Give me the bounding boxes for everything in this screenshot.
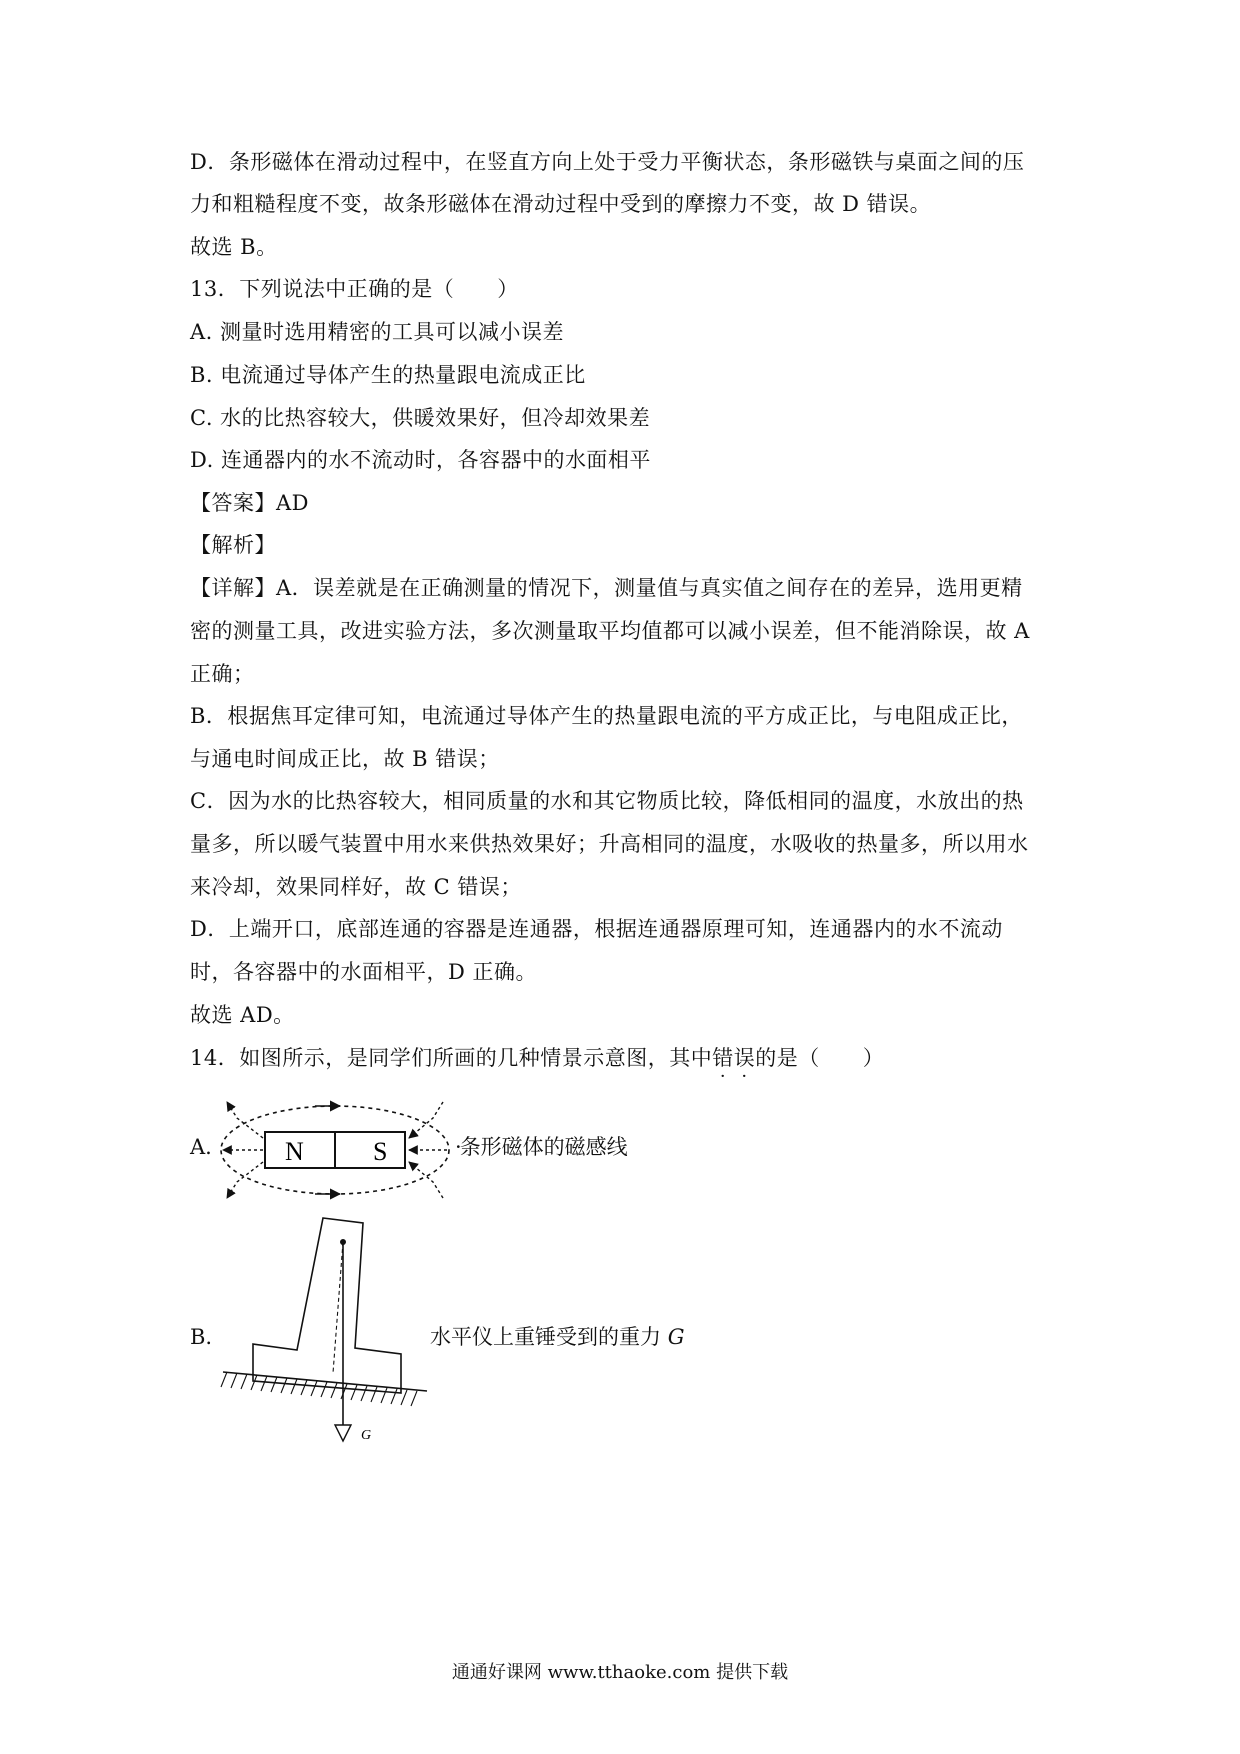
q12-option-d-line-2: 力和粗糙程度不变，故条形磁体在滑动过程中受到的摩擦力不变，故 D 错误。 (190, 192, 932, 216)
gravity-symbol: G (667, 1325, 685, 1349)
q14-stem-after: 的是（ ） (755, 1046, 885, 1070)
q14-stem-before: 14．如图所示，是同学们所画的几种情景示意图，其中 (190, 1046, 713, 1070)
q13-detail-line: 来冷却，效果同样好，故 C 错误； (190, 875, 522, 899)
q12-choose: 故选 B。 (190, 235, 278, 259)
q13-detail-line: 正确； (190, 662, 255, 686)
q13-detail-line: 量多，所以暖气装置中用水来供热效果好；升高相同的温度，水吸收的热量多，所以用水 (190, 832, 1029, 856)
q13-option-d: D. 连通器内的水不流动时，各容器中的水面相平 (190, 448, 651, 472)
pole-s-label: S (373, 1137, 388, 1166)
q13-detail-line: B．根据焦耳定律可知，电流通过导体产生的热量跟电流的平方成正比，与电阻成正比， (190, 704, 1023, 728)
q14-option-b-caption: 水平仪上重锤受到的重力 G (430, 1325, 685, 1349)
q12-option-d-line-1: D．条形磁体在滑动过程中，在竖直方向上处于受力平衡状态，条形磁铁与桌面之间的压 (190, 150, 1025, 174)
q13-detail-line: D．上端开口，底部连通的容器是连通器，根据连通器原理可知，连通器内的水不流动 (190, 917, 1003, 941)
q13-detail-line: 【详解】A．误差就是在正确测量的情况下，测量值与真实值之间存在的差异，选用更精 (190, 576, 1023, 600)
gravity-label: G (361, 1428, 372, 1443)
page-footer: 通通好课网 www.tthaoke.com 提供下载 (451, 1662, 789, 1683)
q13-detail-line: 密的测量工具，改进实验方法，多次测量取平均值都可以减小误差，但不能消除误，故 A (190, 619, 1030, 643)
q13-choose: 故选 AD。 (190, 1003, 295, 1027)
q13-answer: 【答案】AD (190, 491, 310, 515)
field-line-right-upper (409, 1102, 443, 1138)
q14-stem-emphasis-2: 误 (733, 1046, 756, 1070)
q13-analysis-heading: 【解析】 (190, 533, 276, 557)
field-line-right-lower (409, 1162, 443, 1198)
q14-option-b-letter: B. (190, 1325, 213, 1349)
q13-detail-line: C．因为水的比热容较大，相同质量的水和其它物质比较，降低相同的温度，水放出的热 (190, 789, 1024, 813)
q13-stem: 13．下列说法中正确的是（ ） (190, 277, 519, 301)
q14-option-a-caption: ·条形磁体的磁感线 (455, 1135, 628, 1159)
q13-detail-line: 与通电时间成正比，故 B 错误； (190, 747, 500, 771)
field-line-left-lower (227, 1162, 263, 1198)
q14-option-a-letter: A. (190, 1135, 212, 1159)
q13-option-a: A. 测量时选用精密的工具可以减小误差 (190, 320, 565, 344)
level-instrument-diagram (215, 1215, 440, 1455)
field-line-left-upper (227, 1102, 263, 1138)
q14-stem-emphasis-1: 错 (712, 1046, 734, 1070)
gravity-arrow-head (335, 1425, 351, 1441)
bar-magnet-diagram (215, 1090, 455, 1210)
q13-option-b: B. 电流通过导体产生的热量跟电流成正比 (190, 363, 586, 387)
pole-n-label: N (285, 1137, 304, 1166)
level-instrument-body (253, 1218, 401, 1393)
q13-option-c: C. 水的比热容较大，供暖效果好，但冷却效果差 (190, 406, 651, 430)
q14-stem (190, 1043, 884, 1073)
q13-detail-line: 时，各容器中的水面相平，D 正确。 (190, 960, 538, 984)
